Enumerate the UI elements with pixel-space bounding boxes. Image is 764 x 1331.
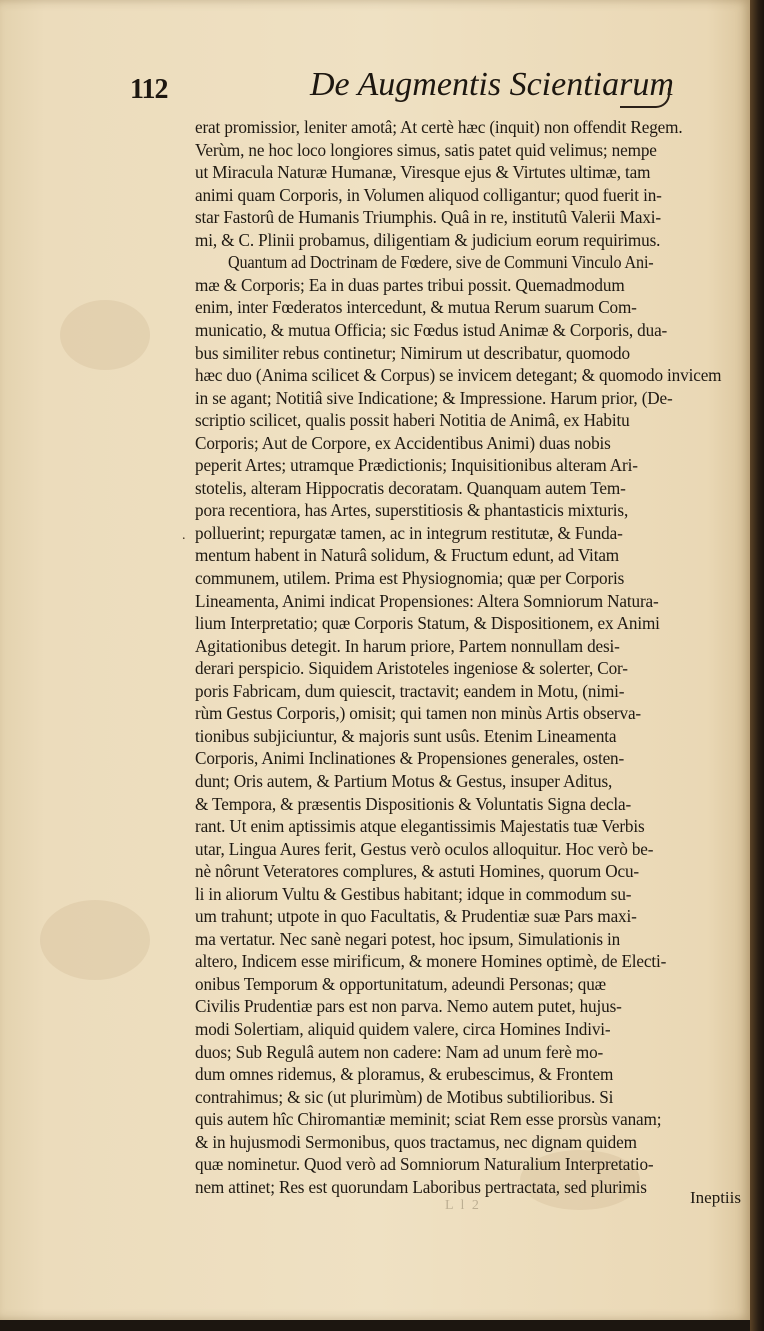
text-line: rùm Gestus Corporis,) omisit; qui tamen non minùs Artis observa-	[195, 703, 642, 724]
text-line: animi quam Corporis, in Volumen aliquod colligantur; quod fuerit in-	[195, 184, 662, 205]
text-line: mæ & Corporis; Ea in duas partes tribui possit. Quemadmodum	[195, 274, 625, 295]
text-line: peperit Artes; utramque Prædictionis; Inquisitionibus alteram Ari-	[195, 455, 638, 476]
text-line: polluerint; repurgatæ tamen, ac in integrum restitutæ, & Funda-	[195, 522, 623, 543]
running-title: De Augmentis Scientiarum	[310, 66, 674, 103]
text-line: mentum habent in Naturâ solidum, & Fructum edunt, ad Vitam	[195, 545, 620, 566]
margin-mark: .	[182, 528, 186, 543]
text-line: municatio, & mutua Officia; sic Fœdus istud Animæ & Corporis, dua-	[195, 319, 668, 340]
text-line: poris Fabricam, dum quiescit, tractavit; eandem in Motu, (nimi-	[195, 680, 625, 701]
text-line: li in aliorum Vultu & Gestibus habitant; idque in commodum su-	[195, 883, 632, 904]
text-line: mi, & C. Plinii probamus, diligentiam & judicium eorum requirimus.	[195, 229, 661, 250]
text-line: dum omnes ridemus, & ploramus, & erubescimus, & Frontem	[195, 1064, 614, 1085]
text-line: communem, utilem. Prima est Physiognomia; quæ per Corporis	[195, 568, 625, 588]
text-line: star Fastorû de Humanis Triumphis. Quâ in re, institutû Valerii Maxi-	[195, 207, 661, 228]
text-line: Civilis Prudentiæ pars est non parva. Nemo autem putet, hujus-	[195, 996, 622, 1017]
text-line: nem attinet; Res est quorundam Laboribus pertractata, sed plurimis	[195, 1176, 647, 1197]
text-line: Lineamenta, Animi indicat Propensiones: Altera Somniorum Natura-	[195, 590, 659, 611]
text-line: & Tempora, & præsentis Dispositionis & Voluntatis Signa decla-	[195, 793, 632, 814]
text-line: duos; Sub Regulâ autem non cadere: Nam ad unum ferè mo-	[195, 1041, 604, 1062]
text-line: altero, Indicem esse mirificum, & monere Homines optimè, de Electi-	[195, 951, 667, 972]
text-line: ut Miracula Naturæ Humanæ, Viresque ejus & Virtutes ultimæ, tam	[195, 162, 651, 183]
text-line: stotelis, alteram Hippocratis decoratam. Quanquam autem Tem-	[195, 477, 626, 498]
book-gutter-edge	[750, 0, 764, 1331]
text-line: ma vertatur. Nec sanè negari potest, hoc ipsum, Simulationis in	[195, 928, 621, 949]
text-line: Corporis; Aut de Corpore, ex Accidentibus Animi) duas nobis	[195, 432, 611, 453]
text-line: utar, Lingua Aures ferit, Gestus verò oculos alloquitur. Hoc verò be-	[195, 838, 654, 859]
text-line: quæ nominetur. Quod verò ad Somniorum Naturalium Interpretatio-	[195, 1154, 654, 1175]
text-line: & in hujusmodi Sermonibus, quos tractamus, nec dignam quidem	[195, 1131, 637, 1152]
text-line: onibus Temporum & opportunitatum, adeundi Personas; quæ	[195, 973, 606, 994]
text-line: um trahunt; utpote in quo Facultatis, & Prudentiæ suæ Pars maxi-	[195, 906, 637, 927]
text-line: erat promissior, leniter amotâ; At certè hæc (inquit) non offendit Regem.	[195, 117, 683, 137]
text-line: modi Solertiam, aliquid quidem valere, circa Homines Indivi-	[195, 1019, 611, 1039]
text-line: dunt; Oris autem, & Partium Motus & Gestus, insuper Aditus,	[195, 770, 613, 791]
text-line: hæc duo (Anima scilicet & Corpus) se invicem detegant; & quomodo invicem	[195, 365, 722, 386]
text-line: quis autem hîc Chiromantiæ meminit; sciat Rem esse prorsùs vanam;	[195, 1109, 662, 1130]
catchword: Ineptiis	[690, 1188, 741, 1207]
text-line: nè nôrunt Veteratores complures, & astuti Homines, quorum Ocu-	[195, 861, 640, 882]
text-line: Verùm, ne hoc loco longiores simus, satis patet quid velimus; nempe	[195, 139, 657, 160]
text-line: scriptio scilicet, qualis possit haberi Notitia de Animâ, ex Habitu	[195, 410, 630, 431]
text-line: tionibus subjiciuntur, & majoris sunt usûs. Etenim Lineamenta	[195, 725, 617, 746]
text-line: enim, inter Fœderatos intercedunt, & mutua Rerum suarum Com-	[195, 297, 637, 318]
text-line: in se agant; Notitiâ sive Indicatione; & Impressione. Harum prior, (De-	[195, 387, 673, 408]
page-number: 112	[130, 74, 168, 105]
text-line: contrahimus; & sic (ut plurimùm) de Motibus subtilioribus. Si	[195, 1086, 614, 1107]
text-line: pora recentiora, has Artes, superstitiosis & phantasticis mixturis,	[195, 500, 629, 521]
signature-mark: L l 2	[445, 1198, 481, 1213]
text-line: Quantum ad Doctrinam de Fœdere, sive de Communi Vinculo Ani-	[228, 252, 654, 273]
text-line: rant. Ut enim aptissimis atque elegantissimis Majestatis tuæ Verbis	[195, 816, 645, 837]
text-line: lium Interpretatio; quæ Corporis Statum, & Dispositionem, ex Animi	[195, 613, 660, 634]
text-line: Agitationibus detegit. In harum priore, Partem nonnullam desi-	[195, 635, 620, 656]
text-line: Corporis, Animi Inclinationes & Propensiones generales, osten-	[195, 748, 625, 769]
text-line: derari perspicio. Siquidem Aristoteles ingeniose & solerter, Cor-	[195, 658, 628, 679]
text-line: bus similiter rebus continetur; Nimirum ut describatur, quomodo	[195, 342, 630, 363]
